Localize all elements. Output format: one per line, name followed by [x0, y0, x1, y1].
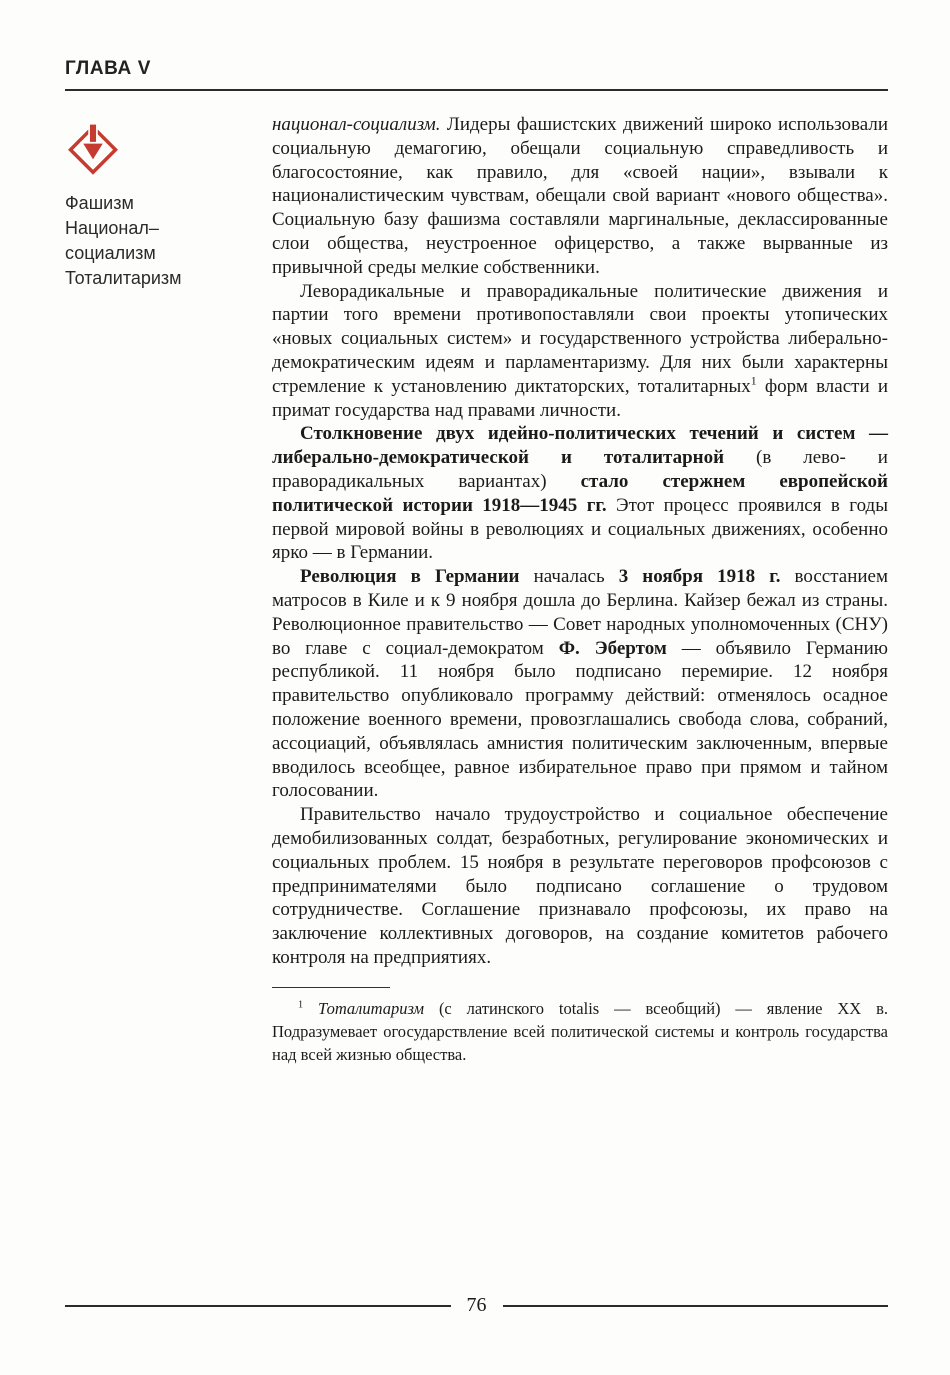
page-header	[65, 58, 888, 91]
text-run-normal: (в лево- и праворадикальных вариантах)	[272, 447, 888, 492]
footer-rule-left	[65, 1305, 451, 1307]
margin-column	[65, 113, 272, 1066]
text-run-bold: Революция в Германии	[300, 566, 534, 588]
page-footer	[65, 1294, 888, 1317]
text-run-normal: Леворадикальные и праворадикальные политические движения и партии того времени противопоставляли свои проекты утопических «новых социальных систем» и государственного устройства либерально-демократическим идеям и парламентаризму. Для них были характерны стремление к установлению диктаторских, тоталитарных	[272, 280, 888, 397]
diamond-arrow-down-icon	[67, 119, 119, 177]
text-run-bold: Ф. Эбертом	[558, 637, 682, 659]
chapter-heading: ГЛАВА V	[65, 58, 151, 79]
paragraph	[272, 113, 888, 280]
key-term: Национал–социализм	[65, 218, 159, 263]
text-run-normal: Лидеры фашистских движений широко использовали социальную демагогию, обещали социальную справедливость и благосостояние, как правило, для «своей нации», взывали к националистическим чувствам, обещали свой вариант «нового общества». Социальную базу фашизма составляли маргинальные, деклассированные слои общества, неустроенное офицерство, а также вырванные из привычной среды мелкие собственники.	[272, 114, 888, 278]
text-run-bold: Столкновение двух идейно-политических течений и систем — либерально-демократической и тоталитарной	[272, 423, 888, 469]
text-run-sup: 1	[298, 999, 304, 1011]
text-run-italic: национал-социализм.	[272, 114, 441, 135]
text-run-normal: Этот процесс проявился в годы первой мировой войны в революциях и социальных движениях, особенно ярко — в Германии.	[272, 494, 888, 564]
paragraph	[272, 565, 888, 803]
text-run-normal: Правительство начало трудоустройство и социальное обеспечение демобилизованных солдат, безработных, регулирование экономических и социальных проблем. 15 ноября в результате переговоров профсоюзов с предпринимателями было подписано соглашение о трудовом сотрудничестве. Соглашение признавало профсоюзы, их право на заключение коллективных договоров, на создание комитетов рабочего контроля на предприятиях.	[272, 804, 888, 968]
paragraphs-block	[272, 113, 888, 970]
body-text-column	[272, 113, 888, 1066]
text-run-bold: 3 ноября 1918 г.	[618, 566, 795, 588]
paragraph	[272, 280, 888, 423]
text-run-normal: восстанием матросов в Киле и к 9 ноября дошла до Берлина. Кайзер бежал из страны. Революционное правительство — Совет народных уполномоченных (СНУ) во главе с социал-демократом	[272, 566, 888, 659]
page-number: 76	[466, 1294, 487, 1316]
key-terms-list	[65, 191, 210, 291]
key-term: Тоталитаризм	[65, 268, 182, 288]
text-run-normal: — объявило Германию республикой. 11 ноября было подписано перемирие. 12 ноября правительство опубликовало программу действий: отменялось осадное положение военного времени, провозглашались свобода слова, собраний, ассоциаций, объявлялась амнистия политическим заключенным, впервые вводилось всеобщее, равное избирательное право при прямом и тайном голосовании.	[272, 637, 888, 802]
footnote-separator	[272, 987, 390, 988]
text-run-normal: (с латинского totalis — всеобщий) — явление XX в. Подразумевает огосударствление всей политической системы и контроль государства над всей жизнью общества.	[272, 998, 888, 1065]
header-rule	[65, 89, 888, 91]
footnote	[272, 997, 888, 1067]
page-content	[65, 113, 888, 1066]
key-term: Фашизм	[65, 193, 134, 213]
footer-rule-right	[503, 1305, 889, 1307]
text-run-italic: Тоталитаризм	[303, 998, 439, 1018]
text-run-normal: форм власти и примат государства над правами личности.	[272, 375, 888, 421]
paragraph	[272, 803, 888, 970]
text-run-sup: 1	[750, 374, 757, 388]
text-run-bold: стало стержнем европейской политической истории 1918—1945 гг.	[272, 470, 888, 516]
text-run-normal: началась	[533, 566, 619, 588]
paragraph	[272, 422, 888, 565]
